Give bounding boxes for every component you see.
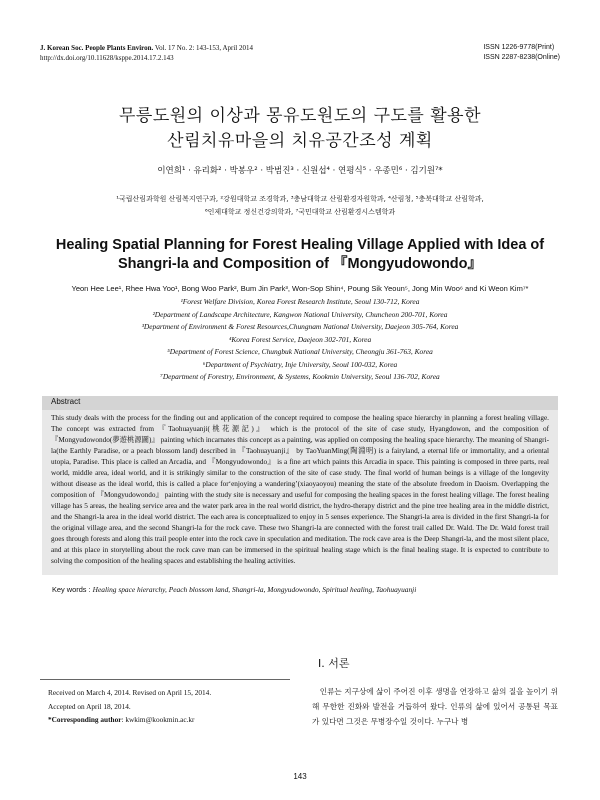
korean-affiliation-line1: ¹국립산림과학원 산림복지연구과, ²강원대학교 조경학과, ³충남대학교 산림환경자원학과, ⁴산림청, ⁵충북대학교 산림학과, [116,195,484,203]
english-affiliation: ¹Forest Welfare Division, Korea Forest Research Institute, Seoul 130-712, Korea [180,297,420,306]
english-authors: Yeon Hee Lee¹, Rhee Hwa Yoo¹, Bong Woo Park², Bum Jin Park³, Won-Sop Shin⁴, Poung Sik Yeoun⁵, Jong Min Woo⁶ and Ki Weon Kim⁷* [71,284,529,293]
english-title-line2: Shangri-la and Composition of 『Mongyudowondo』 [117,256,483,272]
abstract-label: Abstract [51,397,81,406]
corresponding-author [48,713,298,727]
english-affiliation: ³Department of Environment & Forest Resources,Chungnam National University, Daejeon 305-764, Korea [141,322,459,331]
page-number: 143 [293,772,307,781]
korean-title-line2: 산림치유마을의 치유공간조성 계획 [167,131,433,151]
issn-print: ISSN 1226-9778(Print) [483,44,555,51]
abstract-box [42,396,558,575]
english-affiliation: ²Department of Landscape Architecture, Kangwon National University, Chuncheon 200-701, Korea [152,309,448,319]
keywords-label: Key words : [52,585,93,594]
english-title-line1: Healing Spatial Planning for Forest Healing Village Applied with Idea of [55,237,545,253]
received-date: Received on March 4, 2014. Revised on April 15, 2014. [48,688,212,697]
english-affiliation: ⁴Korea Forest Service, Daejeon 302-701, Korea [228,334,372,344]
english-affiliation: ⁵Department of Forest Science, Chungbuk National University, Cheongju 361-763, Korea [167,347,433,356]
korean-title [0,104,600,154]
section-heading: Ⅰ. 서론 [318,657,350,670]
doi-link[interactable]: http://dx.doi.org/10.11628/ksppe.2014.17.2.143 [40,54,174,62]
korean-title-line1: 무릉도원의 이상과 몽유도원도의 구도를 활용한 [118,106,482,126]
keywords [52,585,562,594]
intro-paragraph: 인류는 지구상에 삶이 주어진 이후 생명을 연장하고 삶의 질을 높이기 위해 무한한 진화와 발전을 거듭하여 왔다. 인류의 삶에 있어서 공통된 목표가 있다면 그것은 무병장수일 것이다. 누구나 병 [312,687,558,726]
korean-affiliations [40,193,560,219]
english-affiliation: ⁷Department of Forestry, Environment, & Systems, Kookmin University, Seoul 136-702, Korea [160,372,440,381]
issn-online: ISSN 2287-8238(Online) [483,54,560,61]
english-affiliation: ⁶Department of Psychiatry, Inje University, Seoul 100-032, Korea [202,359,398,369]
corresponding-label: *Corresponding author [48,715,122,724]
footnote-divider [40,679,290,680]
abstract-header-bar [42,396,558,410]
abstract-text: This study deals with the process for the finding out and application of the concept required to compose the healing space hierarchy in planning a forest healing village. The concept was extracted from 『Taohuayuanji(桃花源記)』 which is the protocol of the site of case study, Hyangdowon, and the composition of 『Mongyudowondo(夢遊桃源圖)』 painting which incarnates this concept as a painting, was applied on composing the healing space hierarchy. The meaning of Shangri-la(the Earthly Paradise, or a peach blossom land) described in 『Taohuayuanji』 by TaoYuanMing(陶淵明) is a fairyland, a eternal life or immortality, and a oriental utopia, Paradise. This place is called an Arcadia, and 『Mongyudowondo』 is a fine art which paints this Arcadia in space. This painting is composed in three parts, real world, middle area, ideal world, and it is strikingly similar to the construction of the site of case study. The final world of human beings is a village of the longevity without disease as the ideal world, this is called a place for‘enjoying a wandering’(xiaoyaoyou) meaning the state of the absolute freedom in Daoism. Overlapping the composition of 『Mongyudowondo』 painting with the study site is necessary and useful for composing the healing spaces in the forest healing village. The forest healing village has 5 areas, the healing service area and the water park area in the real world district, the hydro-therapy district and the pine tree healing area in the middle district, and the Shangri-la area in the ideal world district. The each area is conceptualized to enjoy in 5 senses experience. The Shangri-la area is divided in the first Shangri-la for the original village area, and the second Shangri-la for the rock cave. These two Shangri-la are connected with the forest trail called Dr. Wald. The Dr. Wald forest trail goes through forests and along this trail people enter into the rock cave in speculation and meditation. The rock cave area is the Deep Shangri-la, and the most silent place, and at this place in storytelling about the rock cave man can be immersed in the spiritual healing stage which is the final healing stage. It is expected to contribute to solving the composition of the healing spaces and establishing the healing activities. [51,414,549,565]
corresponding-email[interactable]: : kwkim@kookmin.ac.kr [121,715,195,724]
english-title [20,236,580,274]
issn-block [483,43,560,63]
journal-name: J. Korean Soc. People Plants Environ. [40,44,154,52]
journal-citation [40,43,253,53]
korean-affiliation-line2: ⁶인제대학교 정신건강의학과, ⁷국민대학교 산림환경시스템학과 [204,208,396,216]
journal-header [40,43,253,63]
korean-authors: 이연희¹ · 유리화² · 박봉우² · 박범진³ · 신원섭⁴ · 연평식⁵ · 우종민⁶ · 김기원⁷* [157,166,443,176]
keywords-value: Healing space hierarchy, Peach blossom land, Shangri-la, Mongyudowondo, Spiritual healing, Taohuayuanji [92,585,417,594]
volume-info: Vol. 17 No. 2: 143-153, April 2014 [153,44,254,52]
english-affiliations [40,296,560,384]
footnote [48,686,298,727]
accepted-date: Accepted on April 18, 2014. [48,701,131,711]
